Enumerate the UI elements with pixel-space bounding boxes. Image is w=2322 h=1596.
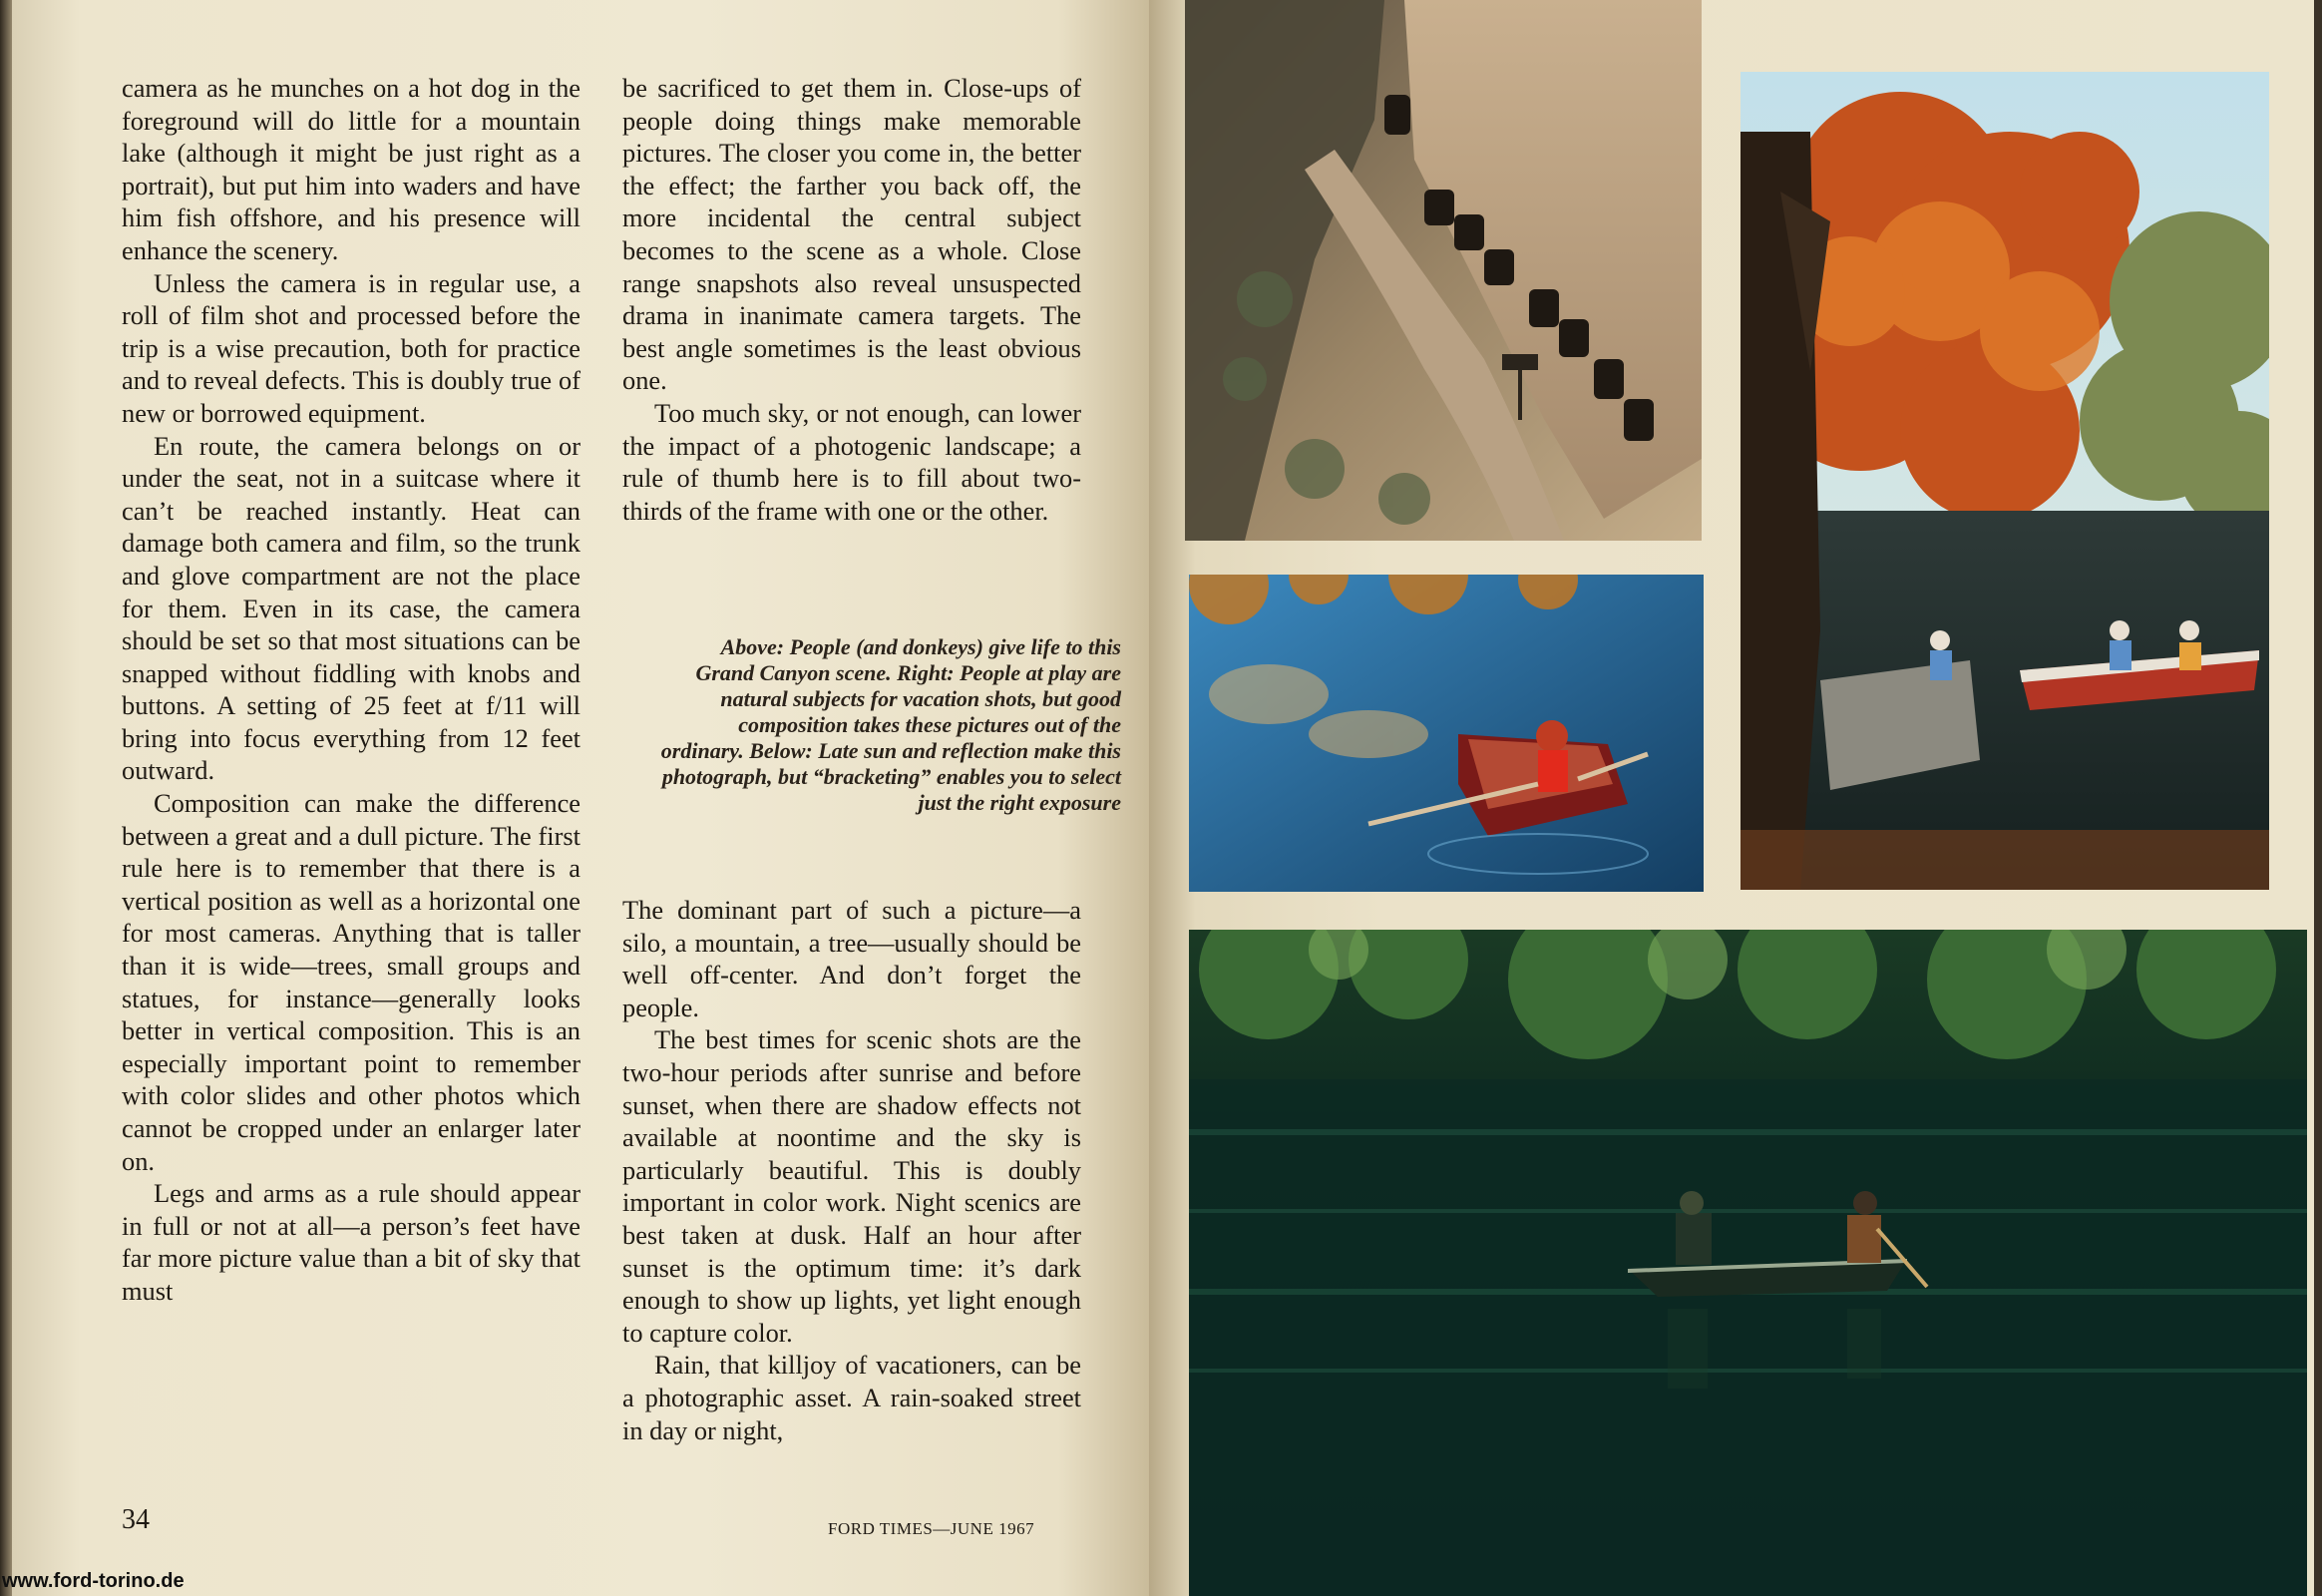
left-column-paragraph: Unless the camera is in regular use, a roll of film shot and processed before the trip is a wise precaution, both for practice and to reveal defects. This is doubly true of new or borrowed equipment. — [122, 267, 580, 428]
left-column-paragraph: Composition can make the difference between a great and a dull picture. The first rule here is to remember that there is a vertical position as well as a horizontal one for most cameras. Anything that is taller than it is wide—trees, small groups and statues, for instance—generally looks better in vertical composition. This is an especially important point to remember with color slides and other photos which cannot be cropped under an enlarger later on. — [122, 788, 580, 1176]
left-column-paragraph: Legs and arms as a rule should appear in full or not at all—a person’s feet have far more picture value than a bit of sky that must — [122, 1178, 580, 1306]
right-text-column-top — [622, 72, 1081, 527]
page-number: 34 — [122, 1504, 150, 1535]
grand-canyon-photo — [1185, 0, 1702, 541]
autumn-rowboats-photo — [1741, 72, 2269, 890]
folio-line: FORD TIMES—JUNE 1967 — [828, 1519, 1035, 1538]
left-column-paragraph: En route, the camera belongs on or under the seat, not in a suitcase where it can’t be reached instantly. Heat can damage both camera and film, so the trunk and glove compartment are not the place for them. Even in its case, the camera should be set so that most situations can be snapped without fiddling with knobs and buttons. A setting of 25 feet at f/11 will bring into focus everything from 12 feet outward. — [122, 430, 580, 786]
lake-fishermen-photo — [1189, 930, 2307, 1596]
watermark-url: www.ford-torino.de — [2, 1570, 185, 1592]
left-text-column — [122, 72, 580, 1308]
right-column-top-paragraph: be sacrificed to get them in. Close-ups of people doing things make memorable pictures. The closer you come in, the better the effect; the farther you back off, the more incidental the central subject becomes to the scene as a whole. Close range snapshots also reveal unsuspected drama in inanimate camera targets. The best angle sometimes is the least obvious one. — [622, 73, 1081, 396]
left-column-paragraph: camera as he munches on a hot dog in the foreground will do little for a mountain lake (although it might be just right as a portrait), but put him into waders and have him fish offshore, and his presence will enhance the scenery. — [122, 73, 580, 265]
child-rowboat-photo — [1189, 575, 1704, 892]
photo-caption: Above: People (and donkeys) give life to this Grand Canyon scene. Right: People at play are natural subjects for vacation shots, but good composition takes these pictures out of the ordinary. Below: Late sun and reflection make this photograph, but “bracketing” enables you to select just the right exposure — [660, 634, 1121, 815]
right-column-bottom-paragraph: The dominant part of such a picture—a silo, a mountain, a tree—usually should be well off-center. And don’t forget the people. — [622, 895, 1081, 1022]
right-column-bottom-paragraph: Rain, that killjoy of vacationers, can be a photographic asset. A rain-soaked street in day or night, — [622, 1350, 1081, 1445]
right-column-bottom-paragraph: The best times for scenic shots are the two-hour periods after sunrise and before sunset, when there are shadow effects not available at noontime and the sky is particularly beautiful. This is doubly important in color work. Night scenics are best taken at dusk. Half an hour after sunset is the optimum time: it’s dark enough to show up lights, yet light enough to capture color. — [622, 1024, 1081, 1348]
right-text-column-bottom — [622, 894, 1081, 1446]
book-edge-right — [2314, 0, 2322, 1596]
right-column-top-paragraph: Too much sky, or not enough, can lower the impact of a photogenic landscape; a rule of thumb here is to fill about two-thirds of the frame with one or the other. — [622, 397, 1081, 526]
